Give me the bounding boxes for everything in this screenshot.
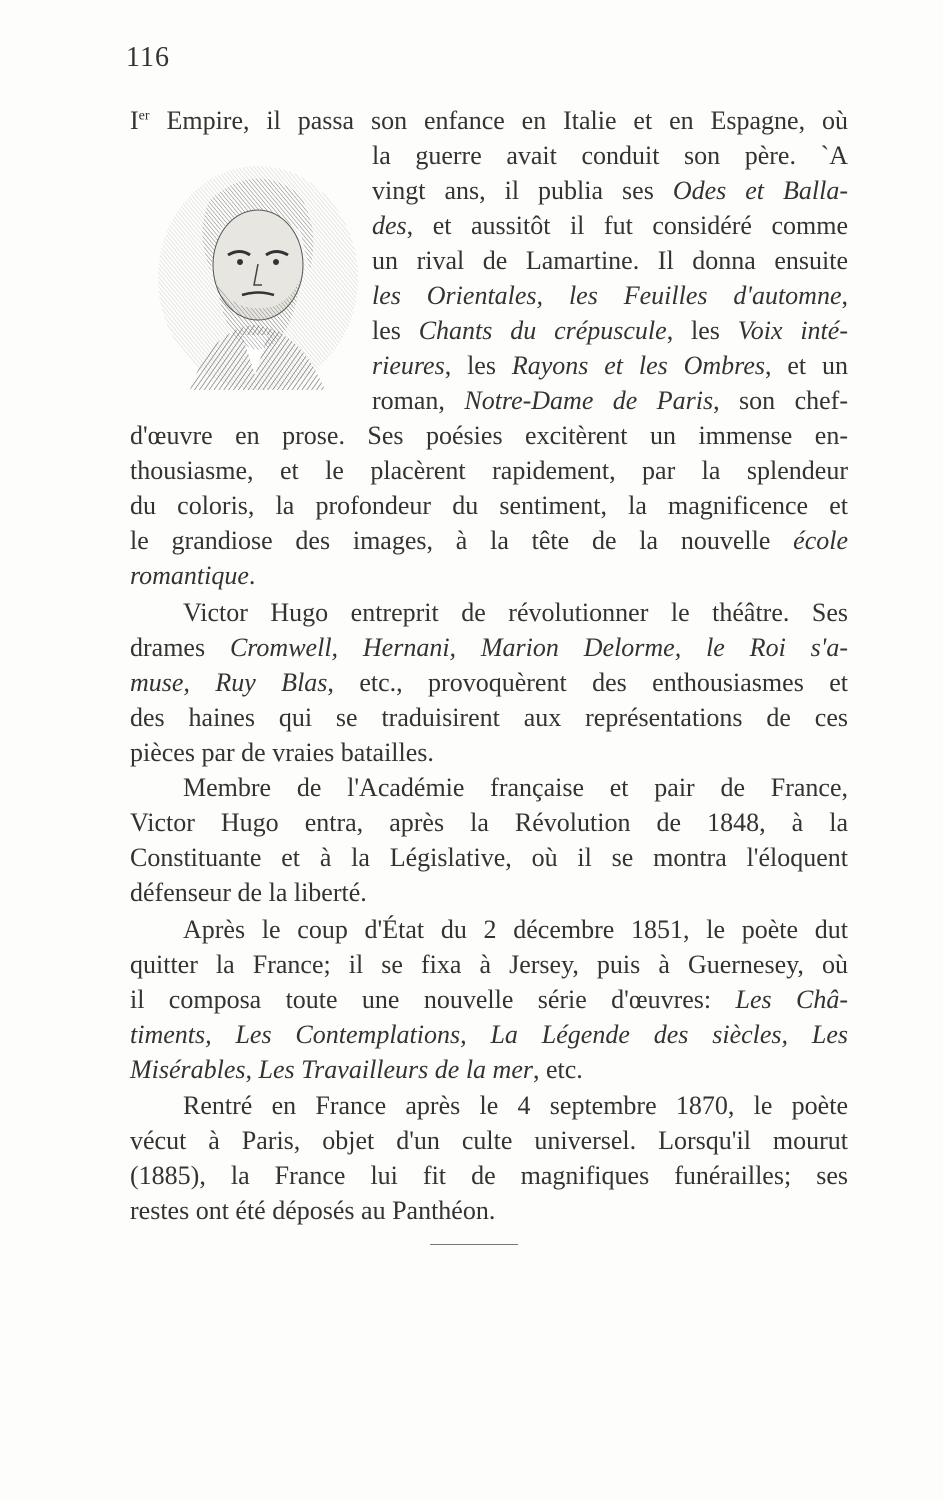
- text-line: il composa toute une nouvelle série d'œuvres: Les Châ-: [130, 985, 848, 1014]
- text-line: drames Cromwell, Hernani, Marion Delorme, le Roi s'a-: [130, 633, 848, 662]
- text-line: Ier Empire, il passa son enfance en Italie et en Espagne, où: [130, 106, 848, 135]
- text-line: vécut à Paris, objet d'un culte universel. Lorsqu'il mourut: [130, 1126, 848, 1155]
- text-line: Misérables, Les Travailleurs de la mer, etc.: [130, 1055, 583, 1084]
- text-line: Victor Hugo entra, après la Révolution de 1848, à la: [130, 808, 848, 837]
- text-line: Membre de l'Académie française et pair de France,: [183, 773, 848, 802]
- text-line: un rival de Lamartine. Il donna ensuite: [372, 246, 848, 275]
- text-line: vingt ans, il publia ses Odes et Balla-: [372, 176, 848, 205]
- text-line: Victor Hugo entreprit de révolutionner le théâtre. Ses: [183, 598, 848, 627]
- text-line: Constituante et à la Législative, où il se montra l'éloquent: [130, 843, 848, 872]
- text-line: du coloris, la profondeur du sentiment, la magnificence et: [130, 491, 848, 520]
- text-line: romantique.: [130, 561, 256, 590]
- text-line: quitter la France; il se fixa à Jersey, puis à Guernesey, où: [130, 950, 848, 979]
- text-line: timents, Les Contemplations, La Légende des siècles, Les: [130, 1020, 848, 1049]
- text-line: rieures, les Rayons et les Ombres, et un: [372, 351, 848, 380]
- text-line: d'œuvre en prose. Ses poésies excitèrent un immense en-: [130, 421, 848, 450]
- text-line: (1885), la France lui fit de magnifiques funérailles; ses: [130, 1161, 848, 1190]
- text-line: les Orientales, les Feuilles d'automne,: [372, 281, 848, 310]
- text-line: défenseur de la liberté.: [130, 878, 367, 907]
- text-line: thousiasme, et le placèrent rapidement, par la splendeur: [130, 456, 848, 485]
- text-line: des haines qui se traduisirent aux représentations de ces: [130, 703, 848, 732]
- text-line: muse, Ruy Blas, etc., provoquèrent des enthousiasmes et: [130, 668, 848, 697]
- portrait-illustration: [150, 160, 360, 400]
- page-number: 116: [126, 42, 170, 73]
- text-line: les Chants du crépuscule, les Voix inté-: [372, 316, 848, 345]
- text-line: la guerre avait conduit son père. `A: [372, 141, 848, 170]
- text-line: des, et aussitôt il fut considéré comme: [372, 211, 848, 240]
- text-line: Rentré en France après le 4 septembre 1870, le poète: [183, 1091, 848, 1120]
- text-line: restes ont été déposés au Panthéon.: [130, 1196, 496, 1225]
- end-rule: [430, 1244, 518, 1245]
- text-line: Après le coup d'État du 2 décembre 1851, le poète dut: [183, 915, 848, 944]
- text-line: roman, Notre-Dame de Paris, son chef-: [372, 386, 849, 415]
- text-line: le grandiose des images, à la tête de la nouvelle école: [130, 526, 848, 555]
- text-line: pièces par de vraies batailles.: [130, 738, 434, 767]
